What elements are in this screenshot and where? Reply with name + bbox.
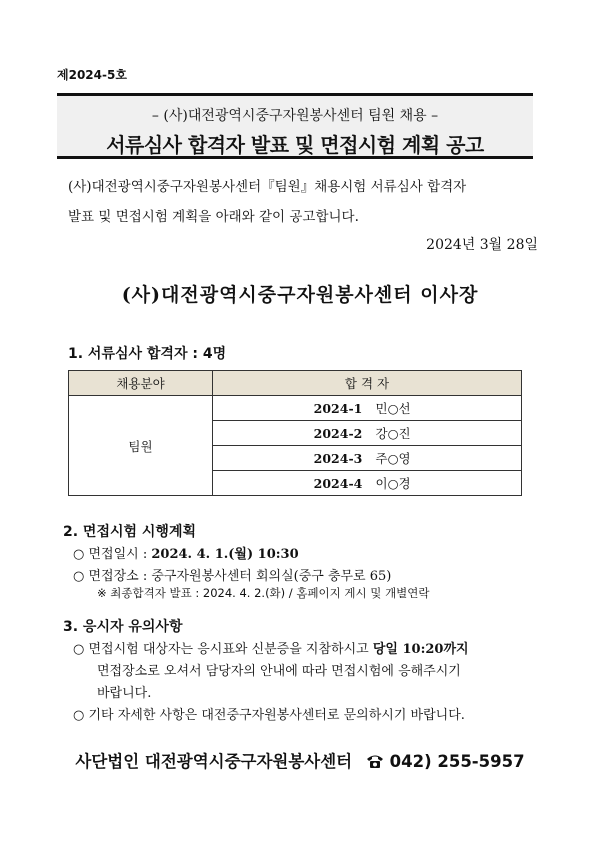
subtitle: – (사)대전광역시중구자원봉사센터 팀원 채용 – <box>151 108 439 124</box>
passer-code: 2024-4 <box>313 476 363 491</box>
title-box <box>57 93 533 159</box>
page-title: 서류심사 합격자 발표 및 면접시험 계획 공고 <box>106 133 484 157</box>
passer-code: 2024-1 <box>313 401 363 416</box>
notice-item-1-deadline: 당일 10:20까지 <box>372 642 469 657</box>
passer-code: 2024-2 <box>313 426 363 441</box>
section3-title: 3. 응시자 유의사항 <box>63 619 183 635</box>
intro-paragraph <box>68 172 538 232</box>
field-cell: 팀원 <box>69 396 213 496</box>
footer <box>0 748 600 773</box>
table-row <box>69 396 522 421</box>
passer-cell <box>213 471 522 496</box>
interview-place: ○ 면접장소 : 중구자원봉사센터 회의실(중구 충무로 65) <box>73 569 392 584</box>
table-header-row <box>69 371 522 396</box>
passer-name: 이○경 <box>375 476 411 491</box>
notice-item-1-line3: 바랍니다. <box>97 686 152 701</box>
interview-datetime <box>73 543 299 562</box>
notice-item-1-line2: 면접장소로 오셔서 담당자의 안내에 따라 면접시험에 응해주시기 <box>97 664 461 679</box>
document-number: 제2024-5호 <box>57 68 127 82</box>
notice-item-1-text: ○ 면접시험 대상자는 응시표와 신분증을 지참하시고 <box>73 642 373 657</box>
notice-item-2: ○ 기타 자세한 사항은 대전중구자원봉사센터로 문의하시기 바랍니다. <box>73 708 465 723</box>
footer-phone: 042) 255-5957 <box>389 752 525 771</box>
organization-head: (사)대전광역시중구자원봉사센터 이사장 <box>121 284 479 306</box>
passer-name: 주○영 <box>375 451 411 466</box>
announcement-date: 2024년 3월 28일 <box>426 237 538 253</box>
intro-line-1: (사)대전광역시중구자원봉사센터『팀원』채용시험 서류심사 합격자 <box>68 179 467 195</box>
passer-code: 2024-3 <box>313 451 363 466</box>
interview-datetime-label: ○ 면접일시 : <box>73 547 152 562</box>
col-field-header: 채용분야 <box>69 371 213 396</box>
intro-line-2: 발표 및 면접시험 계획을 아래와 같이 공고합니다. <box>68 209 359 225</box>
section2-title: 2. 면접시험 시행계획 <box>63 524 196 540</box>
passer-table <box>68 370 522 496</box>
passer-name: 강○진 <box>375 426 411 441</box>
final-announcement-note: ※ 최종합격자 발표 : 2024. 4. 2.(화) / 홈페이지 게시 및 개별연락 <box>97 586 430 600</box>
passer-cell <box>213 396 522 421</box>
interview-datetime-value: 2024. 4. 1.(월) 10:30 <box>151 547 299 562</box>
passer-name: 민○선 <box>375 401 411 416</box>
notice-item-1 <box>73 638 543 657</box>
phone-icon <box>366 753 384 773</box>
col-passers-header: 합 격 자 <box>213 371 522 396</box>
footer-org: 사단법인 대전광역시중구자원봉사센터 <box>75 752 353 771</box>
section1-title: 1. 서류심사 합격자 : 4명 <box>68 346 227 362</box>
passer-cell <box>213 421 522 446</box>
passer-cell <box>213 446 522 471</box>
